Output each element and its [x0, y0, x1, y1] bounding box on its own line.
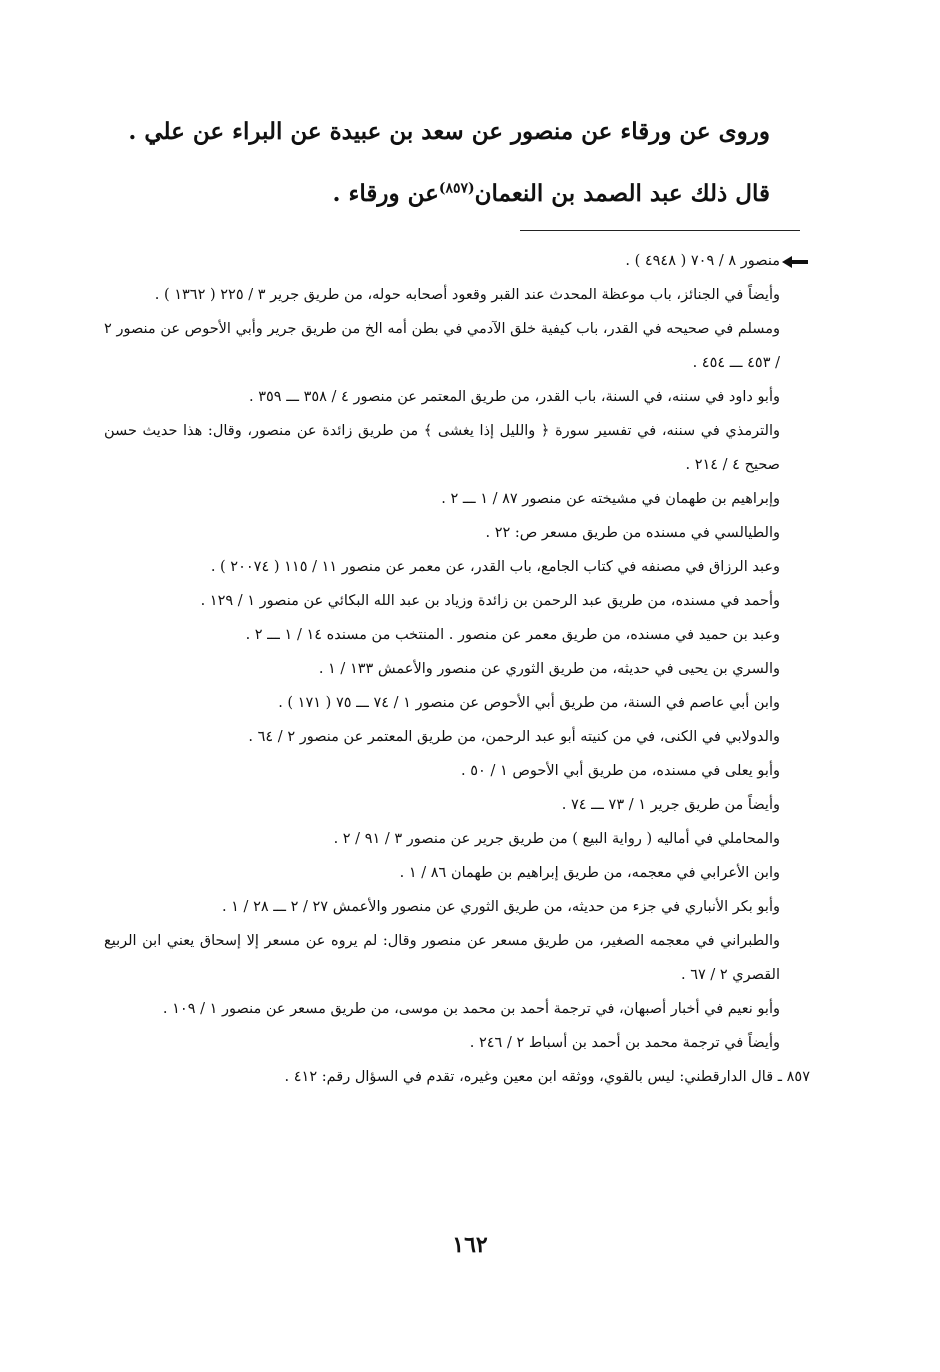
main-text-line-2-after: عن ورقاء . [332, 180, 439, 207]
footnote-line: والمحاملي في أماليه ( رواية البيع ) من طريق جرير عن منصور ٣ / ٩١ / ٢ . [333, 831, 780, 847]
footnote-line: وأبو بكر الأنباري في جزء من حديثه، من طريق الثوري عن منصور والأعمش ٢٧ / ٢ ـــ ٢٨ / ١ . [221, 899, 780, 915]
footnote-line: وأيضاً في الجنائز، باب موعظة المحدث عند القبر وقعود أصحابه حوله، من طريق جرير ٣ / ٢٢٥ ( ١٣٦٢ ) . [154, 287, 780, 303]
footnote-line: وأبو نعيم في أخبار أصبهان، في ترجمة أحمد بن محمد بن موسى، من طريق مسعر عن منصور ١ / ١٠٩ . [162, 1001, 780, 1017]
main-text-line-1 [130, 118, 770, 146]
footnote-line: وابن أبي عاصم في السنة، من طريق أبي الأحوص عن منصور ١ / ٧٤ ـــ ٧٥ ( ١٧١ ) . [278, 695, 780, 711]
main-text-line-2 [130, 180, 770, 208]
footnote-line: وعبد الرزاق في مصنفه في كتاب الجامع، باب القدر، عن معمر عن منصور ١١ / ١١٥ ( ٢٠٠٧٤ ) . [210, 559, 780, 575]
footnote-857: ٨٥٧ ـ قال الدارقطني: ليس بالقوي، ووثقه ابن معين وغيره، تقدم في السؤال رقم: ٤١٢ . [284, 1069, 810, 1085]
footnote-line: والسري بن يحيى في حديثه، من طريق الثوري عن منصور والأعمش ١٣٣ / ١ . [318, 661, 780, 677]
main-text-line-1-content: وروى عن ورقاء عن منصور عن سعد بن عبيدة عن البراء عن علي . [128, 118, 770, 145]
footnote-line: وإبراهيم بن طهمان في مشيخته عن منصور ٨٧ / ١ ـــ ٢ . [441, 491, 780, 507]
page-number: ١٦٢ [452, 1232, 488, 1258]
footnote-separator [520, 230, 800, 231]
footnote-reference: (٨٥٧) [438, 180, 475, 197]
footnote-line: والطيالسي في مسنده من طريق مسعر ص: ٢٢ . [485, 525, 780, 541]
footnote-line: وعبد بن حميد في مسنده، من طريق معمر عن منصور . المنتخب من مسنده ١٤ / ١ ـــ ٢ . [245, 627, 780, 643]
footnote-line: وابن الأعرابي في معجمه، من طريق إبراهيم بن طهمان ٨٦ / ١ . [399, 865, 780, 881]
footnote-line: ومسلم في صحيحه في القدر، باب كيفية خلق الآدمي في بطن أمه الخ من طريق جرير وأبي الأحوص عن منصور ٢ / ٤٥٣ ـــ ٤٥٤ . [104, 321, 780, 371]
footnote-line: والترمذي في سننه، في تفسير سورة ﴿ والليل إذا يغشى ﴾ من طريق زائدة عن منصور، وقال: هذا حديث حسن صحيح ٤ / ٢١٤ . [104, 423, 780, 473]
footnote-line: والطبراني في معجمه الصغير، من طريق مسعر عن منصور وقال: لم يروه عن مسعر إلا إسحاق يعني ابن الربيع القصري ٢ / ٦٧ . [104, 933, 780, 983]
footnote-line: وأيضاً من طريق جرير ١ / ٧٣ ـــ ٧٤ . [561, 797, 780, 813]
arrow-icon [782, 256, 808, 268]
footnote-line: والدولابي في الكنى، في من كنيته أبو عبد الرحمن، من طريق المعتمر عن منصور ٢ / ٦٤ . [248, 729, 780, 745]
main-text-line-2-before: قال ذلك عبد الصمد بن النعمان [474, 180, 770, 207]
footnotes [104, 244, 810, 1094]
footnote-line: وأبو داود في سننه، في السنة، باب القدر، من طريق المعتمر عن منصور ٤ / ٣٥٨ ـــ ٣٥٩ . [249, 389, 780, 405]
footnote-line: وأيضاً في ترجمة محمد بن أحمد بن أسباط ٢ / ٢٤٦ . [469, 1035, 780, 1051]
footnote-line: منصور ٨ / ٧٠٩ ( ٤٩٤٨ ) . [625, 253, 780, 269]
footnote-line: وأحمد في مسنده، من طريق عبد الرحمن بن زائدة وزياد بن عبد الله البكائي عن منصور ١ / ١٢٩ . [200, 593, 780, 609]
footnote-line: وأبو يعلى في مسنده، من طريق أبي الأحوص ١ / ٥٠ . [461, 763, 780, 779]
